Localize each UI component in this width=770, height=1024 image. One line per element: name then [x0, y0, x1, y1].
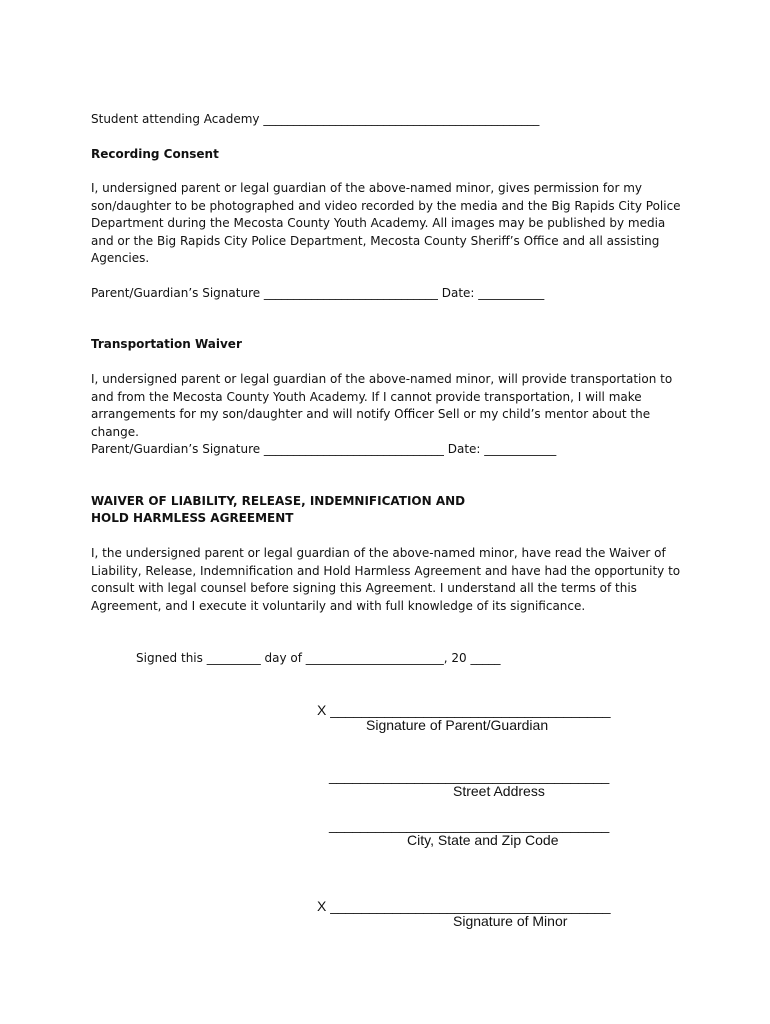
- recording-consent-body: I, undersigned parent or legal guardian of the above-named minor, gives permission for my son/daughter to be photographed and video recorded by the media and the Big Rapids City Police Department during the Mecosta County Youth Academy. All images may be published by media and or the Big Rapids City Police Department, Mecosta County Sheriff’s Office and all assisting Agencies.: [91, 181, 681, 266]
- parent-signature-label: Signature of Parent/Guardian: [366, 717, 549, 733]
- parent-signature-line: X ____________________________________: [317, 702, 611, 718]
- street-address-line: ____________________________________: [329, 768, 610, 784]
- minor-signature-line: X ____________________________________: [317, 898, 611, 914]
- transportation-waiver-body: I, undersigned parent or legal guardian of the above-named minor, will provide transportation to and from the Mecosta County Youth Academy. If I cannot provide transportation, I will make arrangements for my son/daughter and will notify Officer Sell or my child’s mentor about the change.: [91, 372, 673, 439]
- transportation-signature-line: Parent/Guardian’s Signature ______________________________ Date: ____________: [91, 442, 557, 456]
- city-state-zip-line: ____________________________________: [329, 817, 610, 833]
- waiver-body: I, the undersigned parent or legal guardian of the above-named minor, have read the Waiver of Liability, Release, Indemnification and Hold Harmless Agreement and have had the opportunity to consult with legal counsel before signing this Agreement. I understand all the terms of this Agreement, and I execute it voluntarily and with full knowledge of its significance.: [91, 546, 681, 613]
- city-state-zip-label: City, State and Zip Code: [407, 832, 559, 848]
- student-attending-line: Student attending Academy ______________________________________________: [91, 112, 540, 126]
- waiver-heading-line-2: HOLD HARMLESS AGREEMENT: [91, 511, 294, 525]
- signed-this-day-line: Signed this _________ day of _______________________, 20 _____: [136, 651, 501, 665]
- waiver-heading-line-1: WAIVER OF LIABILITY, RELEASE, INDEMNIFICATION AND: [91, 494, 466, 508]
- street-address-label: Street Address: [453, 783, 545, 799]
- transportation-waiver-heading: Transportation Waiver: [91, 337, 242, 351]
- recording-consent-heading: Recording Consent: [91, 147, 219, 161]
- minor-signature-label: Signature of Minor: [453, 913, 568, 929]
- recording-signature-line: Parent/Guardian’s Signature _____________________________ Date: ___________: [91, 286, 545, 300]
